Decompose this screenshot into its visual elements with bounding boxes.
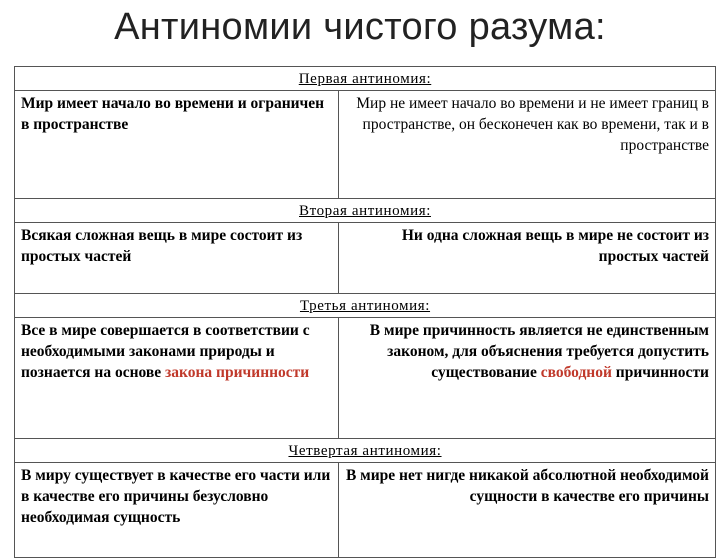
page-title: Антиномии чистого разума: <box>114 6 606 48</box>
antinomy-4-header: Четвертая антиномия: <box>15 439 715 463</box>
antinomy-1-thesis: Мир имеет начало во времени и ограничен в пространстве <box>15 91 339 198</box>
antinomy-3-row <box>15 318 715 439</box>
antinomy-1-header: Первая антиномия: <box>15 67 715 91</box>
antinomy-4-antithesis: В мире нет нигде никакой абсолютной необходимой сущности в качестве его причины <box>345 467 709 505</box>
antinomy-2-header: Вторая антиномия: <box>15 199 715 223</box>
antinomy-3-thesis-text: Все в мире совершается в соответствии с необходимыми законами природы и познается на основе <box>21 322 310 381</box>
antinomy-3-antithesis-highlight: свободной <box>540 364 612 381</box>
antinomies-table <box>14 66 716 558</box>
antinomy-3-antithesis-tail: причинности <box>611 364 709 381</box>
antinomy-3-thesis-highlight: закона причинности <box>165 364 310 381</box>
antinomy-4-row <box>15 463 715 557</box>
antinomy-3-header: Третья антиномия: <box>15 294 715 318</box>
antinomy-1-antithesis: Мир не имеет начало во времени и не имеет границ в пространстве, он бесконечен как во времени, так и в пространстве <box>356 95 709 154</box>
antinomy-2-thesis: Всякая сложная вещь в мире состоит из простых частей <box>15 223 339 293</box>
antinomy-2-antithesis: Ни одна сложная вещь в мире не состоит из простых частей <box>401 227 709 265</box>
antinomy-3-antithesis <box>339 318 715 438</box>
antinomy-2-row <box>15 223 715 294</box>
antinomy-3-antithesis-text: В мире причинность является не единственным законом, для объяснения требуется допустить существование <box>369 322 709 381</box>
antinomy-4-thesis: В миру существует в качестве его части или в качестве его причины безусловно необходимая сущность <box>15 463 339 557</box>
antinomy-1-row <box>15 91 715 199</box>
antinomy-3-thesis <box>15 318 339 438</box>
